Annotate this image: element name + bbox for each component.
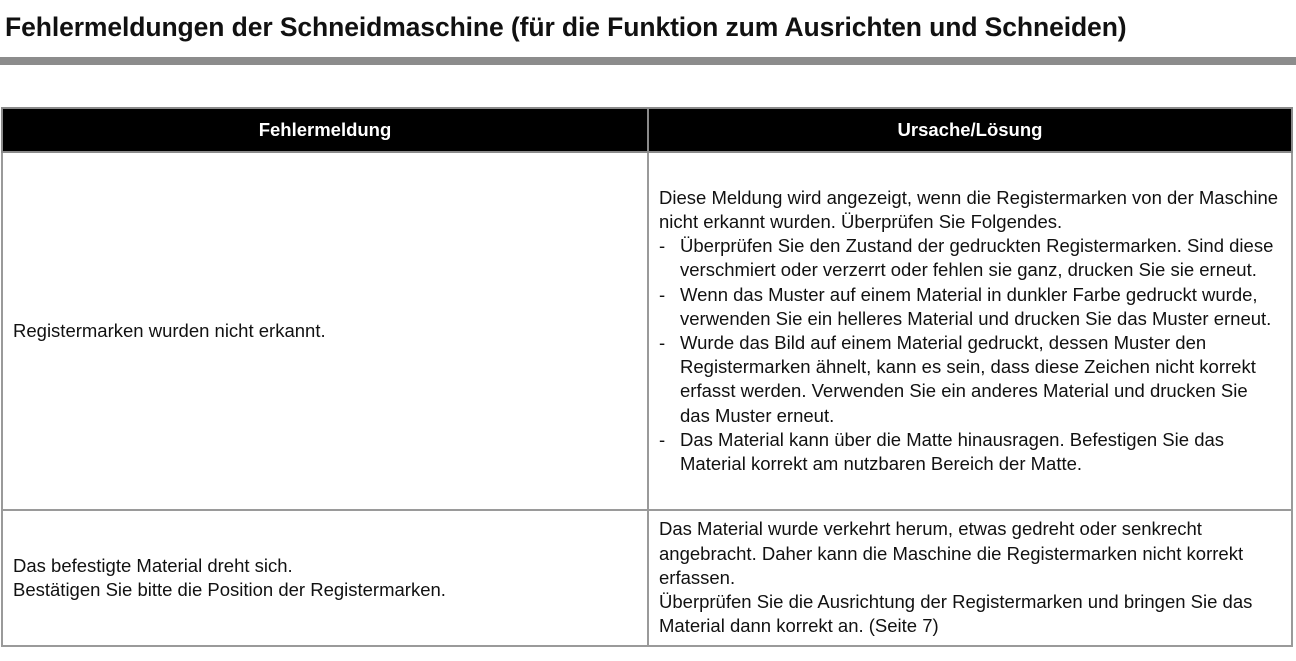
message-text: Das befestigte Material dreht sich.: [13, 554, 293, 576]
bullet-dash: -: [659, 283, 666, 305]
cause-bullet-item: [659, 283, 1281, 331]
column-header-cause: Ursache/Lösung: [648, 108, 1292, 152]
bullet-dash: -: [659, 332, 666, 353]
cause-bullet-item: [659, 428, 1281, 476]
cause-bullet-text: Wenn das Muster auf einem Material in dunkler Farbe gedruckt wurde, verwenden Sie ein helleres Material und drucken Sie das Muster erneut.: [680, 283, 1272, 329]
cause-intro-text: Diese Meldung wird angezeigt, wenn die Registermarken von der Maschine nicht erkannt wurden. Überprüfen Sie Folgendes.: [659, 186, 1279, 232]
cause-bullet-text: Wurde das Bild auf einem Material gedruckt, dessen Muster den Registermarken ähnelt, kann es sein, dass diese Zeichen nicht korrekt erfasst werden. Verwenden Sie ein anderes Material und drucken Sie das Muster erneut.: [680, 332, 1256, 426]
title-divider: [0, 57, 1296, 65]
message-cell: [2, 510, 648, 646]
cause-text: Das Material wurde verkehrt herum, etwas gedreht oder senkrecht angebracht. Daher kann die Maschine die Registermarken nicht korrekt erfassen.: [659, 518, 1244, 588]
bullet-dash: -: [659, 235, 666, 257]
table-row: [2, 510, 1292, 646]
cause-bullet-list: [659, 234, 1281, 476]
page-title: Fehlermeldungen der Schneidmaschine (für die Funktion zum Ausrichten und Schneiden): [5, 12, 1127, 42]
cause-text: Überprüfen Sie die Ausrichtung der Registermarken und bringen Sie das Material dann korrekt an. (Seite 7): [659, 591, 1253, 637]
column-header-message: Fehlermeldung: [2, 108, 648, 152]
cause-bullet-item: [659, 331, 1281, 428]
table-header-row: [2, 108, 1292, 152]
cause-cell: [648, 510, 1292, 646]
bullet-dash: -: [659, 428, 666, 450]
cause-bullet-text: Das Material kann über die Matte hinausragen. Befestigen Sie das Material korrekt am nutzbaren Bereich der Matte.: [680, 428, 1225, 475]
message-text: Bestätigen Sie bitte die Position der Registermarken.: [13, 579, 446, 600]
table-row: [2, 152, 1292, 510]
error-message-table: [1, 107, 1293, 647]
message-text: Registermarken wurden nicht erkannt.: [13, 319, 326, 341]
cause-bullet-item: [659, 234, 1281, 282]
cause-bullet-text: Überprüfen Sie den Zustand der gedruckten Registermarken. Sind diese verschmiert oder verzerrt oder fehlen sie ganz, drucken Sie sie erneut.: [680, 235, 1274, 281]
cause-cell: [648, 152, 1292, 510]
message-cell: [2, 152, 648, 510]
